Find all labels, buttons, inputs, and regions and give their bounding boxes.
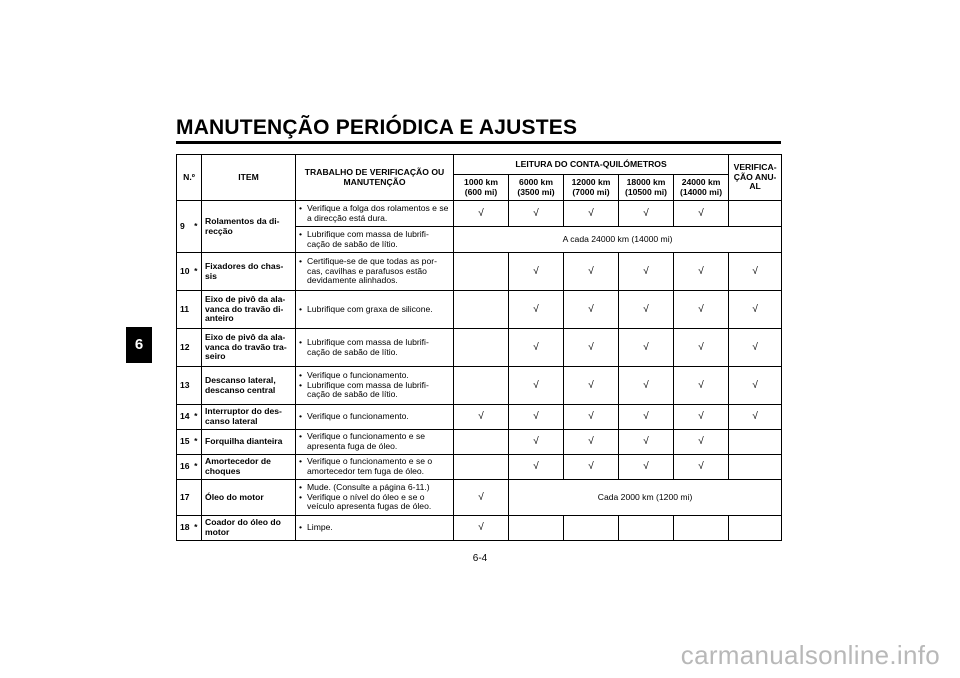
check-annual-empty — [729, 201, 782, 227]
check-12000: √ — [564, 367, 619, 405]
check-24000: √ — [674, 201, 729, 227]
check-12000: √ — [564, 329, 619, 367]
row-number: 13 — [177, 367, 191, 405]
header-odometer: LEITURA DO CONTA-QUILÓMETROS — [454, 155, 729, 175]
check-1000-empty — [454, 367, 509, 405]
row-number: 10 — [177, 253, 191, 291]
check-18000: √ — [619, 253, 674, 291]
work-cell — [296, 430, 454, 455]
work-item: • Lubrifique com massa de lubrifi-cação de sabão de lítio. — [299, 230, 450, 250]
check-6000: √ — [509, 430, 564, 455]
check-6000-empty — [509, 516, 564, 541]
asterisk-mark-empty — [191, 480, 202, 516]
table-row-15 — [177, 430, 782, 455]
check-18000-empty — [619, 516, 674, 541]
check-12000-empty — [564, 516, 619, 541]
asterisk-mark-empty — [191, 291, 202, 329]
title-rule — [176, 141, 781, 144]
header-no: N.º — [177, 155, 202, 201]
work-item: • Limpe. — [299, 523, 450, 533]
item-name: Forquilha dianteira — [202, 430, 296, 455]
work-cell — [296, 480, 454, 516]
watermark: carmanualsonline.info — [680, 640, 940, 670]
item-name: Rolamentos da di-recção — [202, 201, 296, 253]
table-row-18 — [177, 516, 782, 541]
check-24000: √ — [674, 329, 729, 367]
work-item: • Lubrifique com massa de lubrifi-cação de sabão de lítio. — [299, 338, 450, 358]
check-12000: √ — [564, 455, 619, 480]
work-item: • Verifique o funcionamento. — [299, 412, 450, 422]
check-annual-empty — [729, 516, 782, 541]
check-1000-empty — [454, 455, 509, 480]
item-name: Eixo de pivô da ala-vanca do travão tra-seiro — [202, 329, 296, 367]
asterisk-mark: * — [191, 253, 202, 291]
table-row-17 — [177, 480, 782, 516]
row-number: 15 — [177, 430, 191, 455]
work-item: • Verifique o funcionamento. — [299, 371, 450, 381]
item-name: Fixadores do chas-sis — [202, 253, 296, 291]
work-item: • Mude. (Consulte a página 6-11.) — [299, 483, 450, 493]
work-item: • Verifique a folga dos rolamentos e se a direcção está dura. — [299, 204, 450, 224]
asterisk-mark: * — [191, 455, 202, 480]
check-1000: √ — [454, 201, 509, 227]
header-km-6000: 6000 km (3500 mi) — [509, 175, 564, 201]
check-12000: √ — [564, 291, 619, 329]
check-18000: √ — [619, 405, 674, 430]
interval-span: A cada 24000 km (14000 mi) — [454, 227, 782, 253]
check-annual-empty — [729, 455, 782, 480]
header-annual: VERIFICA-ÇÃO ANU-AL — [729, 155, 782, 201]
row-number: 14 — [177, 405, 191, 430]
check-1000: √ — [454, 405, 509, 430]
check-annual: √ — [729, 329, 782, 367]
row-number: 16 — [177, 455, 191, 480]
check-12000: √ — [564, 201, 619, 227]
work-cell — [296, 405, 454, 430]
work-cell — [296, 455, 454, 480]
work-cell — [296, 516, 454, 541]
check-6000: √ — [509, 291, 564, 329]
item-name: Eixo de pivô da ala-vanca do travão di-anteiro — [202, 291, 296, 329]
work-item: • Verifique o funcionamento e se apresenta fuga de óleo. — [299, 432, 450, 452]
check-annual-empty — [729, 430, 782, 455]
header-km-1000: 1000 km (600 mi) — [454, 175, 509, 201]
table-row-12 — [177, 329, 782, 367]
asterisk-mark: * — [191, 516, 202, 541]
check-24000: √ — [674, 405, 729, 430]
check-annual: √ — [729, 405, 782, 430]
item-name: Óleo do motor — [202, 480, 296, 516]
check-12000: √ — [564, 430, 619, 455]
work-cell — [296, 201, 454, 227]
check-6000: √ — [509, 329, 564, 367]
chapter-tab: 6 — [126, 327, 152, 363]
header-km-18000: 18000 km (10500 mi) — [619, 175, 674, 201]
row-number: 12 — [177, 329, 191, 367]
work-item: • Verifique o funcionamento e se o amortecedor tem fuga de óleo. — [299, 457, 450, 477]
check-24000: √ — [674, 455, 729, 480]
check-1000: √ — [454, 516, 509, 541]
check-1000-empty — [454, 430, 509, 455]
check-annual: √ — [729, 253, 782, 291]
table-row-9 — [177, 201, 782, 227]
page-number: 6-4 — [472, 553, 488, 564]
row-number: 11 — [177, 291, 191, 329]
row-number: 17 — [177, 480, 191, 516]
work-cell — [296, 253, 454, 291]
table-row-11 — [177, 291, 782, 329]
check-24000-empty — [674, 516, 729, 541]
table-row-14 — [177, 405, 782, 430]
check-1000-empty — [454, 291, 509, 329]
asterisk-mark: * — [191, 430, 202, 455]
check-6000: √ — [509, 253, 564, 291]
check-1000-empty — [454, 253, 509, 291]
work-item: • Lubrifique com massa de lubrifi-cação de sabão de lítio. — [299, 381, 450, 401]
header-km-12000: 12000 km (7000 mi) — [564, 175, 619, 201]
interval-span: Cada 2000 km (1200 mi) — [509, 480, 782, 516]
check-annual: √ — [729, 291, 782, 329]
check-12000: √ — [564, 253, 619, 291]
item-name: Amortecedor de choques — [202, 455, 296, 480]
check-12000: √ — [564, 405, 619, 430]
header-item: ITEM — [202, 155, 296, 201]
table-row-13 — [177, 367, 782, 405]
check-1000-empty — [454, 329, 509, 367]
work-cell — [296, 367, 454, 405]
check-18000: √ — [619, 455, 674, 480]
work-item: • Verifique o nível do óleo e se o veículo apresenta fugas de óleo. — [299, 493, 450, 513]
check-18000: √ — [619, 201, 674, 227]
work-cell — [296, 227, 454, 253]
header-work: TRABALHO DE VERIFICAÇÃO OU MANUTENÇÃO — [296, 155, 454, 201]
row-number: 18 — [177, 516, 191, 541]
check-6000: √ — [509, 405, 564, 430]
page-title: MANUTENÇÃO PERIÓDICA E AJUSTES — [176, 116, 578, 139]
check-1000: √ — [454, 480, 509, 516]
table-row-10 — [177, 253, 782, 291]
check-24000: √ — [674, 430, 729, 455]
asterisk-mark-empty — [191, 367, 202, 405]
check-18000: √ — [619, 430, 674, 455]
work-cell — [296, 291, 454, 329]
item-name: Coador do óleo do motor — [202, 516, 296, 541]
item-name: Descanso lateral, descanso central — [202, 367, 296, 405]
header-row-1 — [177, 155, 782, 175]
work-cell — [296, 329, 454, 367]
work-item: • Lubrifique com graxa de silicone. — [299, 305, 450, 315]
work-item: • Certifique-se de que todas as por-cas, cavilhas e parafusos estão devidamente alinhados. — [299, 257, 450, 287]
header-km-24000: 24000 km (14000 mi) — [674, 175, 729, 201]
check-6000: √ — [509, 201, 564, 227]
check-24000: √ — [674, 367, 729, 405]
check-18000: √ — [619, 291, 674, 329]
maintenance-table — [176, 154, 782, 541]
table-row-16 — [177, 455, 782, 480]
check-24000: √ — [674, 253, 729, 291]
row-number: 9 — [177, 201, 191, 253]
asterisk-mark: * — [191, 201, 202, 253]
check-annual: √ — [729, 367, 782, 405]
check-18000: √ — [619, 329, 674, 367]
item-name: Interruptor do des-canso lateral — [202, 405, 296, 430]
asterisk-mark-empty — [191, 329, 202, 367]
check-6000: √ — [509, 455, 564, 480]
asterisk-mark: * — [191, 405, 202, 430]
check-18000: √ — [619, 367, 674, 405]
check-6000: √ — [509, 367, 564, 405]
check-24000: √ — [674, 291, 729, 329]
